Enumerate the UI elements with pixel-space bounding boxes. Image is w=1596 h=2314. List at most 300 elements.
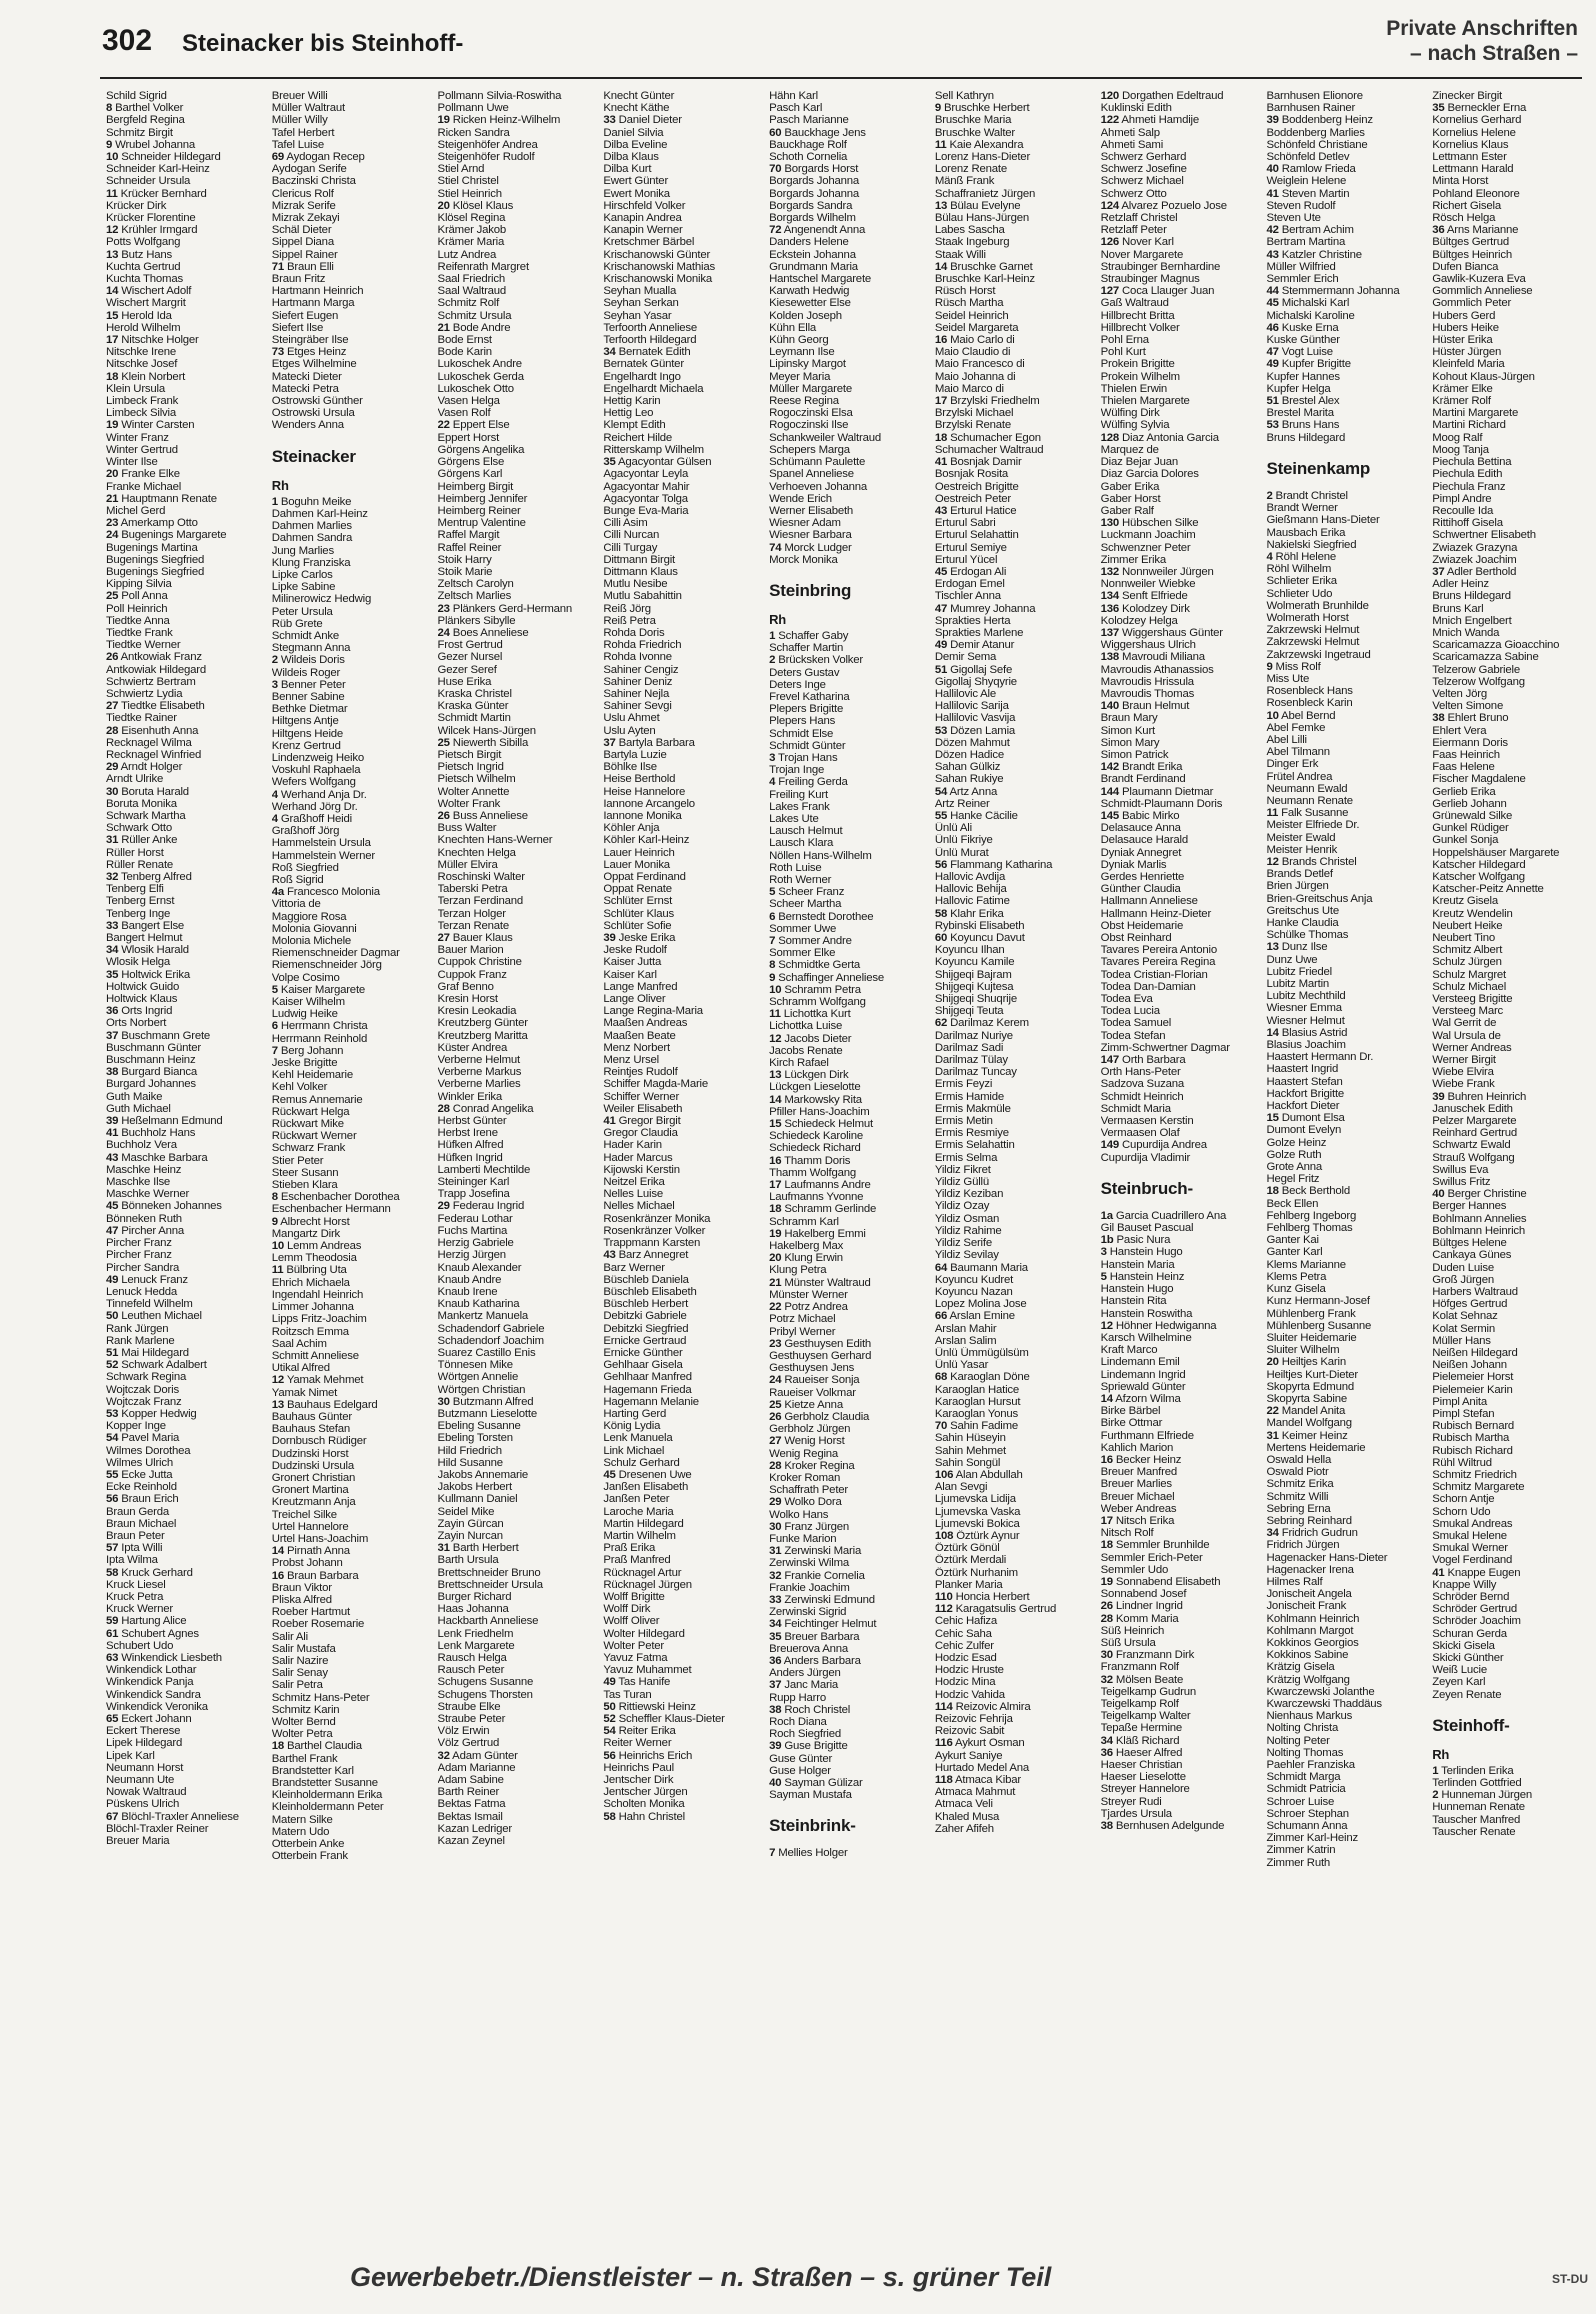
resident-name: Yildiz Rahime (934, 1224, 1002, 1237)
listing-entry (272, 1118, 426, 1130)
listing-entry (1266, 1246, 1420, 1258)
resident-name: Rausch Peter (437, 1664, 505, 1677)
resident-name: Schild Sigrid (106, 90, 167, 102)
house-number: 14 (1100, 1392, 1113, 1405)
listing-entry (769, 1631, 923, 1643)
resident-name: Pavel Maria (121, 1432, 180, 1445)
listing-entry (603, 1493, 757, 1505)
resident-name: Zeltsch Carolyn (437, 578, 514, 591)
listing-entry (438, 712, 592, 724)
listing-entry (935, 786, 1089, 798)
listing-entry (1432, 139, 1586, 151)
resident-name: Prokein Brigitte (1100, 358, 1175, 371)
resident-name: Zerwinski Maria (784, 1545, 862, 1558)
resident-name: Michalski Karoline (1266, 309, 1355, 322)
resident-name: Oppat Ferdinand (603, 871, 686, 883)
resident-name: Krätzig Wolfgang (1266, 1673, 1350, 1686)
listing-entry (769, 947, 923, 959)
listing-entry (603, 334, 757, 346)
resident-name: Darilmaz Nuriye (934, 1029, 1013, 1042)
listing-entry (1432, 346, 1586, 358)
resident-name: Scheer Franz (778, 886, 845, 899)
resident-name: Winkendick Panja (106, 1676, 194, 1689)
resident-name: Verberne Markus (437, 1066, 522, 1079)
listing-entry (1432, 273, 1586, 285)
listing-entry (935, 1811, 1089, 1823)
resident-name: Lange Regina-Maria (603, 1005, 703, 1018)
resident-name: Tauscher Manfred (1432, 1813, 1521, 1826)
listing-entry (935, 114, 1089, 126)
resident-name: Uslu Ayten (603, 724, 656, 737)
listing-entry (106, 1689, 260, 1701)
listing-entry (935, 1457, 1089, 1469)
listing-entry (438, 127, 592, 139)
listing-entry (935, 334, 1089, 346)
resident-name: Etges Heinz (287, 346, 347, 359)
listing-entry (106, 1152, 260, 1164)
listing-entry (438, 334, 592, 346)
resident-name: Schumann Anna (1266, 1820, 1348, 1833)
listing-entry (935, 1127, 1089, 1139)
listing-entry (769, 776, 923, 788)
resident-name: Martin Wilhelm (603, 1529, 676, 1542)
listing-entry (1266, 1234, 1420, 1246)
resident-name: Wolff Oliver (603, 1615, 660, 1628)
listing-entry (1101, 358, 1255, 370)
listing-entry (1432, 1139, 1586, 1151)
listing-entry (1432, 1298, 1586, 1310)
house-number: 21 (769, 1276, 782, 1289)
listing-entry (769, 1350, 923, 1362)
resident-name: Bernatek Edith (618, 346, 691, 359)
resident-name: Hubers Gerd (1432, 309, 1496, 322)
listing-entry (769, 200, 923, 212)
resident-name: Oswald Piotr (1266, 1466, 1329, 1479)
listing-entry (603, 1408, 757, 1420)
resident-name: Lopez Molina Jose (934, 1298, 1027, 1311)
listing-entry (272, 1557, 426, 1569)
listing-entry (272, 419, 426, 431)
listing-entry (1432, 1493, 1586, 1505)
listing-entry (935, 1481, 1089, 1493)
listing-entry (272, 618, 426, 630)
listing-entry (1432, 944, 1586, 956)
resident-name: Atmaca Mahmut (934, 1786, 1016, 1799)
house-number: 52 (106, 1359, 119, 1372)
resident-name: Kuske Erna (1281, 321, 1339, 334)
listing-entry (438, 1713, 592, 1725)
resident-name: Todea Lucia (1100, 1005, 1160, 1018)
resident-name: Nitschke Holger (121, 334, 199, 347)
listing-entry (1266, 188, 1420, 200)
listing-entry (935, 371, 1089, 383)
listing-entry (272, 1667, 426, 1679)
resident-name: Potts Wolfgang (106, 236, 181, 249)
listing-entry (935, 1408, 1089, 1420)
house-number: 12 (106, 224, 119, 237)
listing-entry (106, 1274, 260, 1286)
listing-entry (106, 1603, 260, 1615)
house-number: 54 (106, 1432, 119, 1445)
resident-name: Pelzer Margarete (1432, 1115, 1517, 1128)
resident-name: Hader Marcus (603, 1151, 673, 1164)
listing-entry (935, 627, 1089, 639)
resident-name: Leuthen Michael (121, 1310, 202, 1323)
house-number: 10 (106, 151, 119, 164)
resident-name: Winkendick Sandra (106, 1688, 201, 1701)
listing-entry (106, 1286, 260, 1298)
resident-name: Ebeling Susanne (437, 1420, 521, 1433)
resident-name: Teigelkamp Gudrun (1100, 1685, 1197, 1698)
resident-name: Wolter Frank (437, 797, 501, 810)
listing-entry (438, 1481, 592, 1493)
resident-name: Ehlert Bruno (1447, 712, 1509, 725)
listing-entry (769, 444, 923, 456)
listing-entry (272, 249, 426, 261)
listing-entry (272, 532, 426, 544)
resident-name: Faas Heinrich (1432, 748, 1500, 761)
resident-name: Debitzki Siegfried (603, 1322, 689, 1335)
house-number: 12 (1100, 1319, 1113, 1332)
listing-entry (106, 419, 260, 431)
resident-name: Zeyen Renate (1432, 1688, 1502, 1701)
listing-entry (438, 1408, 592, 1420)
resident-name: Orth Barbara (1122, 1054, 1186, 1067)
resident-name: Jeske Rudolf (603, 944, 667, 957)
listing-entry (1432, 407, 1586, 419)
resident-name: Schwerz Michael (1100, 175, 1184, 188)
resident-name: Brzylski Michael (934, 407, 1014, 420)
resident-name: Buhren Heinrich (1447, 1090, 1527, 1103)
house-number: 34 (769, 1618, 782, 1631)
resident-name: Herbst Irene (437, 1127, 498, 1140)
resident-name: Schwartz Ewald (1432, 1139, 1511, 1152)
listing-entry (1266, 880, 1420, 892)
resident-name: Thielen Margarete (1100, 395, 1190, 408)
resident-name: Stoik Marie (437, 565, 493, 578)
resident-name: Freiling Gerda (778, 776, 848, 789)
resident-name: Bergfeld Regina (106, 114, 185, 127)
listing-entry (106, 1579, 260, 1591)
resident-name: Franz Jürgen (784, 1520, 850, 1533)
listing-entry (603, 1542, 757, 1554)
resident-name: Knecht Günter (603, 90, 675, 102)
listing-entry (106, 834, 260, 846)
listing-entry (438, 1384, 592, 1396)
resident-name: Gronert Christian (271, 1471, 356, 1484)
listing-entry (1432, 444, 1586, 456)
resident-name: Baumann Maria (950, 1261, 1028, 1274)
resident-name: Katzler Christine (1281, 248, 1362, 261)
listing-entry (272, 935, 426, 947)
resident-name: Sayman Gülizar (784, 1777, 863, 1790)
listing-entry (603, 871, 757, 883)
resident-name: Pietsch Ingrid (437, 761, 504, 774)
house-number: 70 (934, 1420, 948, 1433)
resident-name: Limbeck Frank (106, 395, 179, 408)
resident-name: Kopper Hedwig (121, 1407, 197, 1420)
listing-entry (935, 1188, 1089, 1200)
resident-name: Sippel Diana (271, 236, 334, 249)
resident-name: Braun Viktor (271, 1581, 332, 1594)
listing-entry (106, 1591, 260, 1603)
resident-name: Harbers Waltraud (1432, 1285, 1518, 1298)
resident-name: Flammang Katharina (950, 858, 1053, 871)
resident-name: Tepaße Hermine (1100, 1722, 1183, 1735)
resident-name: Hillbrecht Volker (1100, 321, 1180, 334)
resident-name: Kruck Petra (106, 1590, 164, 1603)
listing-entry (935, 1445, 1089, 1457)
listing-entry (1101, 322, 1255, 334)
listing-entry (603, 1554, 757, 1566)
listing-entry (1432, 1591, 1586, 1603)
listing-entry (272, 581, 426, 593)
resident-name: Wülfing Sylvia (1100, 419, 1170, 432)
house-number: 35 (603, 456, 616, 469)
resident-name: Todea Eva (1100, 993, 1153, 1006)
listing-entry (769, 1216, 923, 1228)
resident-name: Scheer Martha (769, 898, 842, 911)
resident-name: Mankertz Manuela (437, 1310, 529, 1323)
house-number: 63 (106, 1652, 119, 1664)
resident-name: Kühn Georg (769, 334, 829, 347)
listing-entry (272, 1326, 426, 1338)
listing-entry (272, 1387, 426, 1399)
listing-entry (1432, 212, 1586, 224)
house-number: 36 (106, 1005, 119, 1018)
resident-name: Obst Heidemarie (1100, 919, 1184, 932)
listing-entry (1432, 481, 1586, 493)
house-number: 3 (769, 751, 776, 764)
listing-entry (1101, 1381, 1255, 1393)
listing-entry (935, 1689, 1089, 1701)
listing-entry (1266, 358, 1420, 370)
resident-name: Oswald Hella (1266, 1453, 1332, 1466)
district-label: Rh (271, 477, 289, 493)
listing-entry (1266, 297, 1420, 309)
house-number: 20 (106, 468, 119, 481)
resident-name: Mutlu Sabahittin (603, 590, 682, 603)
listing-entry (935, 1750, 1089, 1762)
listing-entry (1266, 990, 1420, 1002)
listing-entry (1266, 407, 1420, 419)
listing-entry (603, 1298, 757, 1310)
resident-name: Köhler Karl-Heinz (603, 834, 690, 847)
listing-entry (1432, 1152, 1586, 1164)
listing-entry (272, 310, 426, 322)
listing-entry (438, 1676, 592, 1688)
house-number: 54 (934, 785, 948, 798)
house-number: 11 (934, 138, 947, 151)
listing-entry (272, 508, 426, 520)
resident-name: Krücker Dirk (106, 199, 167, 212)
resident-name: Hanke Claudia (1266, 917, 1339, 929)
listing-entry (603, 1152, 757, 1164)
resident-name: Rubisch Richard (1432, 1444, 1513, 1457)
listing-entry (935, 969, 1089, 981)
listing-entry (1266, 1149, 1420, 1161)
listing-entry (935, 1054, 1089, 1066)
listing-entry (603, 1713, 757, 1725)
resident-name: Herold Ida (121, 309, 172, 322)
resident-name: Jonischeit Angela (1266, 1588, 1352, 1601)
listing-entry (438, 1615, 592, 1627)
listing-entry (438, 786, 592, 798)
resident-name: Falk Susanne (1281, 807, 1349, 820)
resident-name: Kopper Inge (106, 1420, 166, 1433)
listing-entry (272, 1057, 426, 1069)
resident-name: Vogel Ferdinand (1432, 1554, 1513, 1567)
resident-name: Burgard Johannes (106, 1078, 196, 1091)
listing-entry (769, 1692, 923, 1704)
resident-name: Wolter Annette (437, 785, 510, 798)
resident-name: Öztürk Merdali (934, 1554, 1007, 1567)
resident-name: Boguhn Meike (280, 495, 352, 508)
listing-entry (1266, 1588, 1420, 1600)
listing-entry (769, 127, 923, 139)
listing-entry (769, 1472, 923, 1484)
listing-entry (106, 529, 260, 541)
listing-entry (106, 114, 260, 126)
listing-entry (106, 1054, 260, 1066)
resident-name: Wojtczak Doris (106, 1383, 179, 1396)
house-number: 13 (934, 199, 948, 212)
listing-entry (1432, 664, 1586, 676)
listing-entry (1266, 917, 1420, 929)
listing-entry (1432, 1676, 1586, 1688)
resident-name: Limmer Johanna (271, 1301, 354, 1314)
listing-entry (1432, 725, 1586, 737)
listing-entry (106, 1164, 260, 1176)
resident-name: Heinrichs Erich (618, 1749, 693, 1762)
house-number: 42 (1266, 224, 1279, 237)
listing-entry (272, 1338, 426, 1350)
listing-entry (438, 847, 592, 859)
resident-name: Mavroudis Hrissula (1100, 675, 1194, 688)
listing-entry (1266, 395, 1420, 407)
listing-entry (272, 1155, 426, 1167)
resident-name: Haeser Christian (1100, 1759, 1183, 1772)
listing-entry (1101, 859, 1255, 871)
listing-entry (603, 1017, 757, 1029)
resident-name: Heimberg Birgit (437, 480, 514, 493)
listing-entry (272, 395, 426, 407)
resident-name: Hegel Fritz (1266, 1173, 1320, 1186)
listing-entry (603, 1371, 757, 1383)
listing-entry (935, 1139, 1089, 1151)
resident-name: Atmaca Veli (934, 1798, 993, 1811)
directory-column (272, 90, 426, 2250)
resident-name: Golze Ruth (1266, 1148, 1322, 1161)
listing-entry (769, 667, 923, 679)
resident-name: Schadendorf Joachim (437, 1334, 544, 1347)
resident-name: Dudzinski Horst (271, 1447, 349, 1460)
listing-entry (769, 984, 923, 996)
resident-name: Rosenkränzer Volker (603, 1224, 706, 1237)
resident-name: Boruta Monika (106, 797, 177, 810)
resident-name: Bruschke Herbert (943, 102, 1030, 115)
listing-entry (272, 188, 426, 200)
listing-entry (272, 151, 426, 163)
resident-name: Eschenbacher Hermann (271, 1203, 391, 1216)
resident-name: Angenendt Anna (783, 224, 866, 237)
resident-name: Rank Jürgen (106, 1322, 169, 1335)
listing-entry (1432, 712, 1586, 724)
resident-name: Rüller Horst (106, 846, 164, 859)
house-number: 116 (934, 1737, 953, 1750)
listing-entry (1432, 1310, 1586, 1322)
listing-entry (106, 627, 260, 639)
resident-name: Buschmann Heinz (106, 1054, 196, 1067)
listing-entry (1101, 1503, 1255, 1515)
listing-entry (272, 972, 426, 984)
resident-name: Schröder Joachim (1432, 1615, 1521, 1628)
resident-name: Maschke Ilse (106, 1176, 171, 1189)
house-number: 31 (437, 1542, 450, 1555)
listing-entry (272, 1777, 426, 1789)
resident-name: Krämer Maria (437, 236, 505, 249)
resident-name: Gunkel Sonja (1432, 834, 1499, 847)
house-number: 3 (271, 678, 278, 691)
resident-name: Werhand Anja Dr. (280, 788, 367, 801)
house-number: 30 (1100, 1649, 1113, 1662)
resident-name: Schiedeck Richard (769, 1142, 861, 1155)
listing-entry (1432, 810, 1586, 822)
resident-name: Müller Elvira (437, 858, 498, 871)
listing-entry (272, 728, 426, 740)
resident-name: Ermis Feyzi (934, 1078, 993, 1091)
listing-entry (1101, 1820, 1255, 1832)
house-number: 56 (603, 1749, 616, 1762)
listing-entry (438, 395, 592, 407)
listing-entry (272, 1521, 426, 1533)
listing-entry (769, 1167, 923, 1179)
listing-entry (106, 822, 260, 834)
listing-entry (1266, 1100, 1420, 1112)
listing-entry (438, 1530, 592, 1542)
resident-name: Krischanowski Monika (603, 273, 713, 286)
resident-name: Mentrup Valentine (437, 517, 526, 530)
listing-entry (1101, 1259, 1255, 1271)
resident-name: Blöchl-Traxler Reiner (106, 1822, 209, 1835)
resident-name: Wenig Regina (769, 1447, 839, 1460)
resident-name: Baczinski Christa (271, 175, 356, 188)
listing-entry (1432, 395, 1586, 407)
resident-name: Öztürk Aynur (956, 1529, 1020, 1542)
listing-entry (603, 1664, 757, 1676)
page-title: Steinacker bis Steinhoff- (182, 30, 464, 57)
resident-name: Klempt Edith (603, 419, 666, 432)
listing-entry (438, 603, 592, 615)
resident-name: Schmidt Marga (1266, 1771, 1341, 1784)
house-number: 58 (934, 907, 948, 920)
listing-entry (272, 1191, 426, 1203)
listing-entry (106, 432, 260, 444)
listing-entry (769, 1704, 923, 1716)
resident-name: Görgens Karl (437, 468, 503, 481)
resident-name: Mavroudis Athanassios (1100, 663, 1214, 676)
listing-entry (935, 847, 1089, 859)
house-number: 29 (106, 761, 119, 774)
listing-entry (1266, 1600, 1420, 1612)
listing-entry (935, 212, 1089, 224)
listing-entry (935, 346, 1089, 358)
house-number: 138 (1100, 651, 1120, 664)
listing-entry (603, 1249, 757, 1261)
resident-name: Kaiser Karl (603, 968, 657, 981)
resident-name: Brandstetter Susanne (271, 1777, 378, 1790)
listing-entry (1266, 502, 1420, 514)
